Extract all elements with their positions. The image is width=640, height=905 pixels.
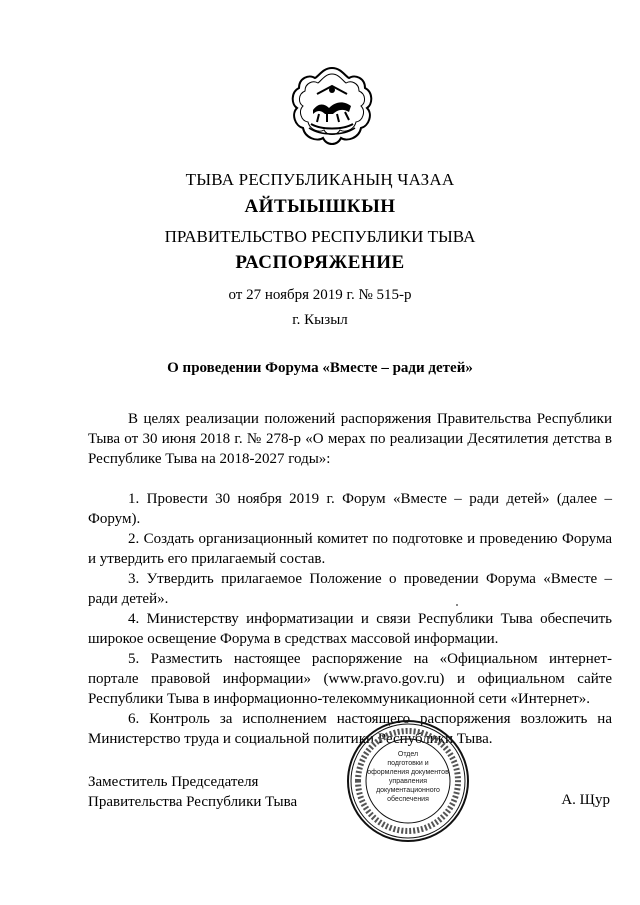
header-tuvan-order: АЙТЫЫШКЫН bbox=[244, 196, 396, 217]
header-order-title: РАСПОРЯЖЕНИЕ bbox=[235, 252, 405, 273]
stamp-line-3: оформления документов bbox=[367, 769, 449, 776]
stamp-line-2: подготовки и bbox=[387, 760, 429, 767]
tuva-coat-of-arms-icon bbox=[289, 64, 375, 150]
scan-speck bbox=[456, 604, 458, 606]
order-subject: О проведении Форума «Вместе – ради детей» bbox=[167, 360, 473, 376]
order-item-6: 6. Контроль за исполнением настоящего распоряжения возложить на Министерство труда и социальной политики Республики Тыва. bbox=[88, 711, 612, 747]
stamp-line-1: Отдел bbox=[397, 751, 419, 758]
intro-paragraph bbox=[88, 409, 612, 469]
order-item-3: 3. Утвердить прилагаемое Положение о проведении Форума «Вместе – ради детей». bbox=[88, 571, 612, 607]
signatory-name: А. Щур bbox=[561, 792, 610, 808]
header-tuvan-government: ТЫВА РЕСПУБЛИКАНЫҢ ЧАЗАА bbox=[185, 170, 455, 189]
intro-text: В целях реализации положений распоряжения Правительства Республики Тыва от 30 июня 2018 г. № 278-р «О мерах по реализации Десятилетия детства в Республике Тыва на 2018-2027 годы»: bbox=[88, 411, 612, 467]
order-item-5: 5. Разместить настоящее распоряжение на «Официальном интернет-портале правовой информации» (www.pravo.gov.ru) и официальном сайте Республики Тыва в информационно-телекоммуникационной сети «Интернет». bbox=[88, 651, 612, 707]
signatory-title bbox=[88, 772, 297, 812]
order-item-4: 4. Министерству информатизации и связи Республики Тыва обеспечить широкое освещение Форума в средствах массовой информации. bbox=[88, 611, 612, 647]
signatory-title-line-1: Заместитель Председателя bbox=[88, 774, 259, 790]
header-government: ПРАВИТЕЛЬСТВО РЕСПУБЛИКИ ТЫВА bbox=[164, 227, 476, 246]
order-items bbox=[88, 489, 612, 749]
order-date-number: от 27 ноября 2019 г. № 515-р bbox=[228, 287, 412, 303]
order-item-1: 1. Провести 30 ноября 2019 г. Форум «Вместе – ради детей» (далее – Форум). bbox=[88, 491, 612, 527]
stamp-text bbox=[366, 750, 450, 804]
stamp-line-6: обеспечения bbox=[387, 796, 429, 803]
stamp-line-5: документационного bbox=[376, 787, 440, 794]
signatory-title-line-2: Правительства Республики Тыва bbox=[88, 794, 298, 810]
order-city: г. Кызыл bbox=[292, 312, 348, 328]
order-item-2: 2. Создать организационный комитет по подготовке и проведению Форума и утвердить его прилагаемый состав. bbox=[88, 531, 612, 567]
stamp-line-4: управления bbox=[388, 778, 428, 785]
